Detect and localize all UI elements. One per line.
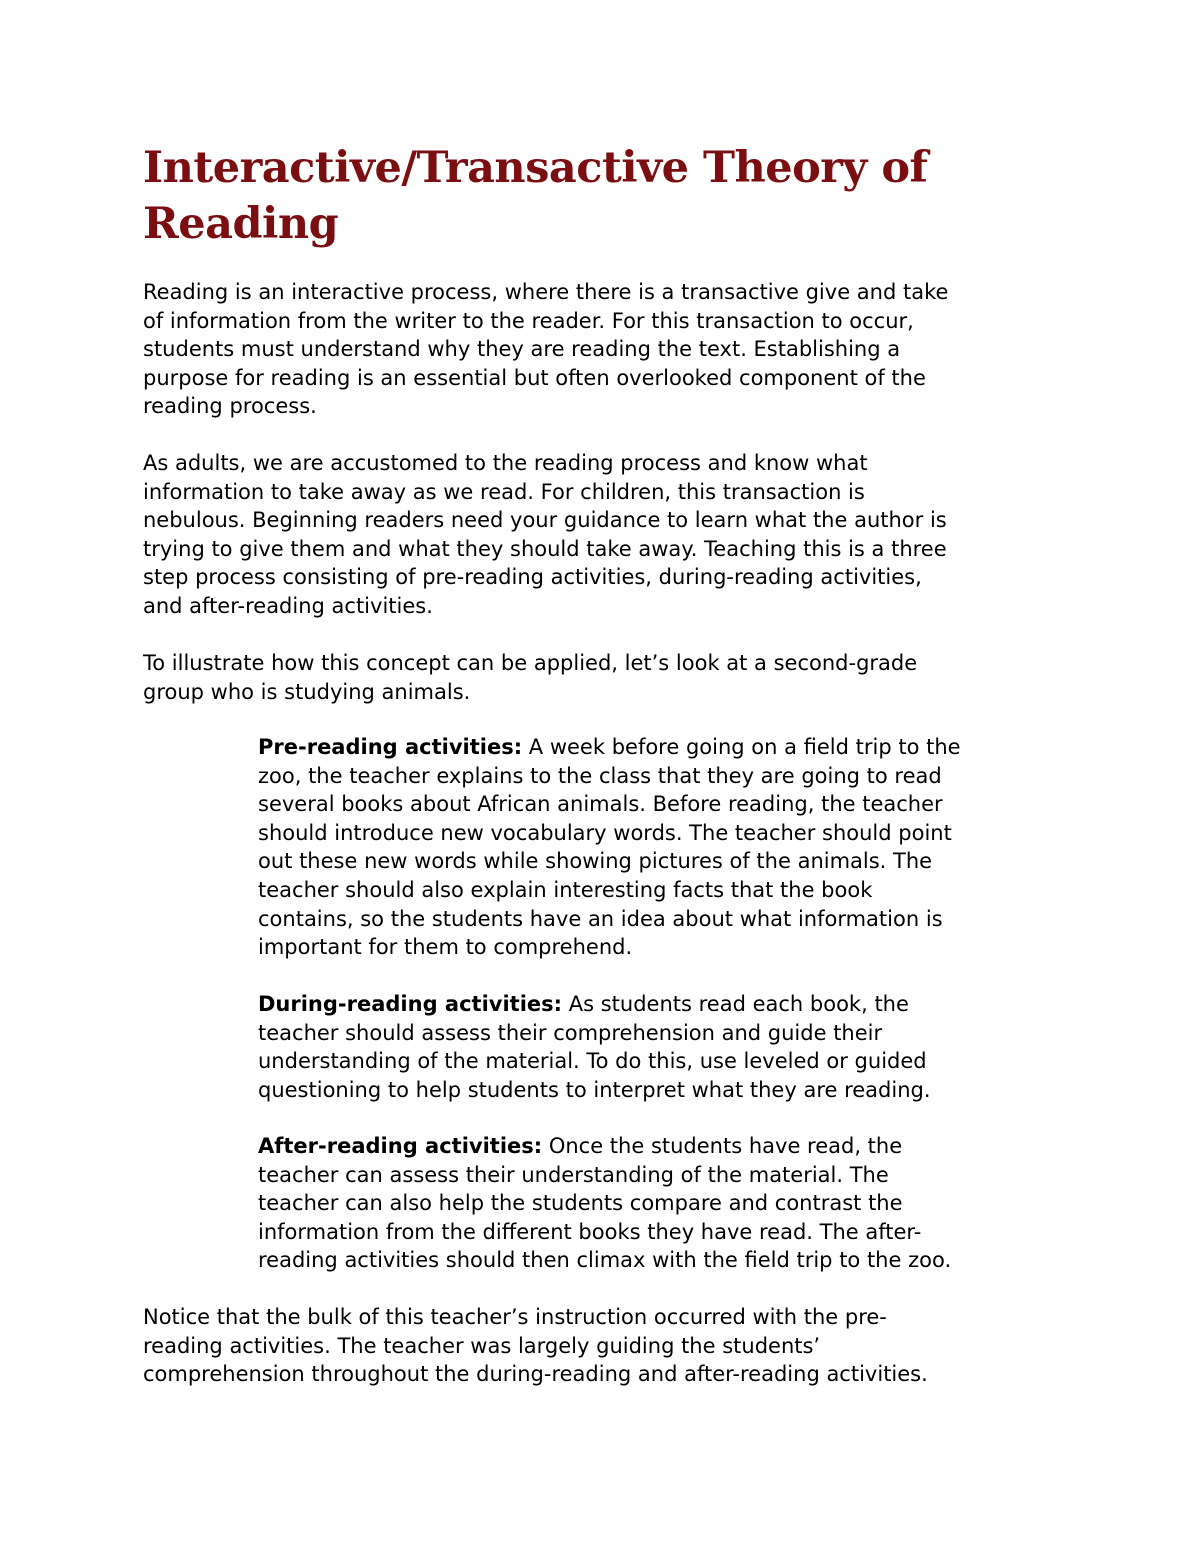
text-line: teacher should also explain interesting facts that the book [258,877,873,902]
text-line: zoo, the teacher explains to the class that they are going to read [258,763,942,788]
text-line: purpose for reading is an essential but often overlooked component of the [143,365,926,390]
text-line: Reading is an interactive process, where there is a transactive give and take [143,280,949,304]
pre-reading-paragraph [258,733,1068,962]
title-line: Reading [143,199,339,249]
pre-reading-label: Pre-reading activities: [258,735,523,759]
after-reading-paragraph [258,1132,1058,1275]
text-line: step process consisting of pre-reading activities, during-reading activities, [143,565,922,590]
notice-paragraph [143,1303,1063,1389]
text-line: understanding of the material. To do this, use leveled or guided [258,1049,927,1074]
text-line: trying to give them and what they should take away. Teaching this is a three [143,536,947,561]
text-line: teacher can assess their understanding of the material. The [258,1162,889,1187]
adults-paragraph [143,449,1073,621]
text-line: reading activities. The teacher was largely guiding the students’ [143,1333,821,1358]
text-line: nebulous. Beginning readers need your guidance to learn what the author is [143,508,947,533]
text-line: teacher can also help the students compare and contrast the [258,1191,903,1216]
during-reading-first-line: As students read each book, the [562,992,909,1016]
text-line [258,733,1068,762]
text-line: contains, so the students have an idea about what information is [258,906,943,931]
text-line: comprehension throughout the during-reading and after-reading activities. [143,1362,928,1387]
text-line: should introduce new vocabulary words. The teacher should point [258,820,952,845]
text-line: group who is studying animals. [143,679,471,704]
text-line: and after-reading activities. [143,593,433,618]
text-line: Notice that the bulk of this teacher’s instruction occurred with the pre- [143,1305,887,1329]
after-reading-first-line: Once the students have read, the [542,1134,903,1158]
text-line [258,990,1058,1019]
during-reading-label: During-reading activities: [258,992,563,1016]
during-reading-paragraph [258,990,1058,1104]
text-line: To illustrate how this concept can be applied, let’s look at a second-grade [143,651,918,675]
text-line: teacher should assess their comprehension and guide their [258,1020,883,1045]
intro-paragraph [143,278,1063,421]
text-line: students must understand why they are reading the text. Establishing a [143,337,901,362]
text-line: reading process. [143,394,317,419]
title-line: Interactive/Transactive Theory of [143,143,928,193]
text-line: reading activities should then climax with the field trip to the zoo. [258,1248,952,1273]
page-title [143,140,1063,252]
text-line: out these new words while showing pictures of the animals. The [258,849,933,874]
text-line: important for them to comprehend. [258,935,633,960]
illustrate-paragraph [143,649,1063,706]
text-line: information to take away as we read. For children, this transaction is [143,479,865,504]
text-line: of information from the writer to the reader. For this transaction to occur, [143,308,914,333]
text-line: As adults, we are accustomed to the reading process and know what [143,451,868,475]
pre-reading-first-line: A week before going on a field trip to the [522,735,961,759]
after-reading-label: After-reading activities: [258,1134,543,1158]
text-line: questioning to help students to interpret what they are reading. [258,1077,931,1102]
text-line [258,1132,1058,1161]
text-line: several books about African animals. Before reading, the teacher [258,792,943,817]
text-line: information from the different books they have read. The after- [258,1219,922,1244]
